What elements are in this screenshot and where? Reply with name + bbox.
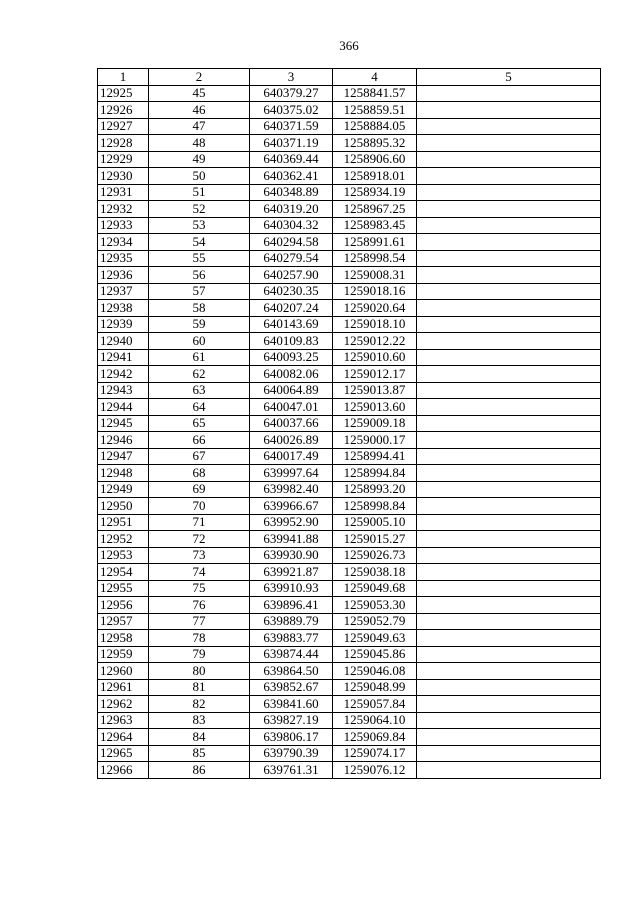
table-cell-col-2: 53 [149, 217, 250, 234]
table-cell-col-1: 12951 [98, 514, 149, 531]
table-cell-col-3: 639827.19 [250, 712, 333, 729]
table-cell-col-1: 12965 [98, 745, 149, 762]
column-header-5: 5 [417, 69, 601, 86]
table-cell-col-5 [417, 250, 601, 267]
table-cell-col-1: 12932 [98, 201, 149, 218]
table-cell-col-4: 1259000.17 [333, 432, 417, 449]
table-cell-col-4: 1258998.54 [333, 250, 417, 267]
table-cell-col-4: 1259013.87 [333, 382, 417, 399]
table-cell-col-4: 1259052.79 [333, 613, 417, 630]
table-cell-col-2: 70 [149, 498, 250, 515]
table-cell-col-5 [417, 217, 601, 234]
table-cell-col-2: 63 [149, 382, 250, 399]
table-cell-col-2: 71 [149, 514, 250, 531]
table-cell-col-1: 12946 [98, 432, 149, 449]
column-header-2: 2 [149, 69, 250, 86]
table-cell-col-5 [417, 300, 601, 317]
table-cell-col-2: 57 [149, 283, 250, 300]
table-cell-col-3: 640348.89 [250, 184, 333, 201]
table-cell-col-1: 12927 [98, 118, 149, 135]
table-cell-col-3: 639852.67 [250, 679, 333, 696]
table-cell-col-3: 640375.02 [250, 102, 333, 119]
table-cell-col-4: 1258934.19 [333, 184, 417, 201]
page-number: 366 [339, 38, 359, 53]
table-row [98, 349, 601, 366]
table-cell-col-3: 640082.06 [250, 366, 333, 383]
table-row [98, 531, 601, 548]
table-cell-col-3: 639864.50 [250, 663, 333, 680]
table-row [98, 481, 601, 498]
table-cell-col-3: 639910.93 [250, 580, 333, 597]
table-cell-col-4: 1259010.60 [333, 349, 417, 366]
table-cell-col-2: 83 [149, 712, 250, 729]
table-cell-col-3: 640143.69 [250, 316, 333, 333]
table-cell-col-4: 1258859.51 [333, 102, 417, 119]
table-cell-col-3: 639896.41 [250, 597, 333, 614]
table-cell-col-3: 640369.44 [250, 151, 333, 168]
table-cell-col-4: 1259020.64 [333, 300, 417, 317]
table-row [98, 745, 601, 762]
table-cell-col-1: 12929 [98, 151, 149, 168]
table-row [98, 168, 601, 185]
table-cell-col-1: 12948 [98, 465, 149, 482]
table-row [98, 283, 601, 300]
table-cell-col-2: 48 [149, 135, 250, 152]
table-cell-col-5 [417, 201, 601, 218]
table-cell-col-5 [417, 547, 601, 564]
table-row [98, 630, 601, 647]
table-cell-col-3: 640257.90 [250, 267, 333, 284]
table-cell-col-4: 1258994.84 [333, 465, 417, 482]
table-cell-col-4: 1258918.01 [333, 168, 417, 185]
table-cell-col-2: 74 [149, 564, 250, 581]
table-cell-col-4: 1259076.12 [333, 762, 417, 779]
table-cell-col-3: 639874.44 [250, 646, 333, 663]
table-row [98, 366, 601, 383]
table-row [98, 382, 601, 399]
table-cell-col-5 [417, 267, 601, 284]
table-cell-col-5 [417, 415, 601, 432]
table-cell-col-1: 12958 [98, 630, 149, 647]
table-cell-col-1: 12961 [98, 679, 149, 696]
table-cell-col-2: 79 [149, 646, 250, 663]
table-row [98, 597, 601, 614]
table-cell-col-5 [417, 432, 601, 449]
table-cell-col-3: 640093.25 [250, 349, 333, 366]
table-cell-col-5 [417, 663, 601, 680]
table-cell-col-1: 12950 [98, 498, 149, 515]
table-row [98, 333, 601, 350]
table-cell-col-1: 12944 [98, 399, 149, 416]
table-cell-col-4: 1259064.10 [333, 712, 417, 729]
table-cell-col-1: 12949 [98, 481, 149, 498]
table-cell-col-1: 12928 [98, 135, 149, 152]
table-row [98, 564, 601, 581]
table-cell-col-2: 54 [149, 234, 250, 251]
table-row [98, 267, 601, 284]
table-cell-col-3: 639952.90 [250, 514, 333, 531]
table-cell-col-3: 640047.01 [250, 399, 333, 416]
table-cell-col-4: 1258906.60 [333, 151, 417, 168]
table-cell-col-1: 12964 [98, 729, 149, 746]
table-row [98, 696, 601, 713]
table-cell-col-1: 12936 [98, 267, 149, 284]
table-cell-col-1: 12947 [98, 448, 149, 465]
table-row [98, 465, 601, 482]
table-cell-col-1: 12945 [98, 415, 149, 432]
table-cell-col-2: 60 [149, 333, 250, 350]
table-cell-col-2: 58 [149, 300, 250, 317]
table-cell-col-5 [417, 184, 601, 201]
table-cell-col-3: 639889.79 [250, 613, 333, 630]
table-cell-col-2: 84 [149, 729, 250, 746]
table-cell-col-1: 12952 [98, 531, 149, 548]
table-row [98, 151, 601, 168]
table-cell-col-3: 639921.87 [250, 564, 333, 581]
table-cell-col-1: 12941 [98, 349, 149, 366]
table-cell-col-1: 12942 [98, 366, 149, 383]
table-cell-col-5 [417, 118, 601, 135]
table-cell-col-3: 639806.17 [250, 729, 333, 746]
table-cell-col-3: 640371.59 [250, 118, 333, 135]
table-cell-col-5 [417, 613, 601, 630]
table-cell-col-1: 12926 [98, 102, 149, 119]
table-cell-col-5 [417, 745, 601, 762]
table-cell-col-1: 12934 [98, 234, 149, 251]
table-cell-col-5 [417, 580, 601, 597]
table-body [98, 85, 601, 778]
table-cell-col-2: 65 [149, 415, 250, 432]
table-cell-col-2: 62 [149, 366, 250, 383]
table-cell-col-2: 49 [149, 151, 250, 168]
table-cell-col-2: 78 [149, 630, 250, 647]
table-cell-col-4: 1259049.63 [333, 630, 417, 647]
table-cell-col-1: 12957 [98, 613, 149, 630]
table-cell-col-3: 639841.60 [250, 696, 333, 713]
table-cell-col-4: 1259074.17 [333, 745, 417, 762]
table-cell-col-3: 640037.66 [250, 415, 333, 432]
table-cell-col-4: 1258991.61 [333, 234, 417, 251]
table-cell-col-2: 55 [149, 250, 250, 267]
table-row [98, 184, 601, 201]
table-cell-col-2: 81 [149, 679, 250, 696]
table-cell-col-2: 61 [149, 349, 250, 366]
table-cell-col-2: 66 [149, 432, 250, 449]
table-cell-col-2: 47 [149, 118, 250, 135]
table-row [98, 399, 601, 416]
table-cell-col-4: 1258895.32 [333, 135, 417, 152]
table-row [98, 580, 601, 597]
table-cell-col-2: 45 [149, 85, 250, 102]
table-cell-col-4: 1259053.30 [333, 597, 417, 614]
table-cell-col-5 [417, 366, 601, 383]
table-cell-col-5 [417, 679, 601, 696]
table-cell-col-4: 1258967.25 [333, 201, 417, 218]
table-header-row [98, 69, 601, 86]
table-cell-col-1: 12953 [98, 547, 149, 564]
table-cell-col-2: 50 [149, 168, 250, 185]
table-cell-col-5 [417, 448, 601, 465]
table-cell-col-5 [417, 135, 601, 152]
table-cell-col-5 [417, 283, 601, 300]
table-cell-col-4: 1259038.18 [333, 564, 417, 581]
table-cell-col-4: 1259008.31 [333, 267, 417, 284]
table-row [98, 547, 601, 564]
table-cell-col-4: 1259046.08 [333, 663, 417, 680]
table-cell-col-2: 82 [149, 696, 250, 713]
table-cell-col-3: 640207.24 [250, 300, 333, 317]
table-cell-col-3: 639790.39 [250, 745, 333, 762]
table-cell-col-1: 12938 [98, 300, 149, 317]
table-cell-col-5 [417, 85, 601, 102]
table-cell-col-2: 80 [149, 663, 250, 680]
table-cell-col-2: 77 [149, 613, 250, 630]
table-cell-col-2: 67 [149, 448, 250, 465]
coordinates-table [97, 68, 601, 779]
table-cell-col-3: 640304.32 [250, 217, 333, 234]
table-cell-col-1: 12937 [98, 283, 149, 300]
table-row [98, 102, 601, 119]
table-cell-col-3: 640371.19 [250, 135, 333, 152]
table-cell-col-3: 640362.41 [250, 168, 333, 185]
table-row [98, 663, 601, 680]
table-cell-col-4: 1259069.84 [333, 729, 417, 746]
table-row [98, 415, 601, 432]
table-cell-col-2: 85 [149, 745, 250, 762]
table-cell-col-3: 640230.35 [250, 283, 333, 300]
table-row [98, 234, 601, 251]
table-cell-col-2: 46 [149, 102, 250, 119]
table-cell-col-1: 12960 [98, 663, 149, 680]
table-cell-col-4: 1259009.18 [333, 415, 417, 432]
table-cell-col-4: 1259013.60 [333, 399, 417, 416]
table-cell-col-4: 1259005.10 [333, 514, 417, 531]
table-cell-col-2: 51 [149, 184, 250, 201]
table-row [98, 613, 601, 630]
table-cell-col-3: 640379.27 [250, 85, 333, 102]
table-cell-col-5 [417, 696, 601, 713]
table-cell-col-5 [417, 382, 601, 399]
table-cell-col-4: 1259048.99 [333, 679, 417, 696]
table-cell-col-3: 640109.83 [250, 333, 333, 350]
table-cell-col-2: 75 [149, 580, 250, 597]
table-cell-col-3: 640294.58 [250, 234, 333, 251]
table-cell-col-1: 12940 [98, 333, 149, 350]
table-row [98, 250, 601, 267]
table-cell-col-4: 1258998.84 [333, 498, 417, 515]
table-cell-col-3: 639883.77 [250, 630, 333, 647]
table-cell-col-5 [417, 168, 601, 185]
table-cell-col-5 [417, 630, 601, 647]
table-cell-col-4: 1259012.17 [333, 366, 417, 383]
table-cell-col-5 [417, 333, 601, 350]
table-row [98, 118, 601, 135]
table-cell-col-1: 12933 [98, 217, 149, 234]
table-cell-col-1: 12959 [98, 646, 149, 663]
table-row [98, 135, 601, 152]
table-cell-col-5 [417, 498, 601, 515]
table-cell-col-3: 640064.89 [250, 382, 333, 399]
table-cell-col-1: 12935 [98, 250, 149, 267]
table-cell-col-3: 639941.88 [250, 531, 333, 548]
table-cell-col-1: 12943 [98, 382, 149, 399]
table-row [98, 217, 601, 234]
table-cell-col-3: 639930.90 [250, 547, 333, 564]
table-cell-col-5 [417, 399, 601, 416]
table-cell-col-1: 12930 [98, 168, 149, 185]
table-row [98, 448, 601, 465]
table-cell-col-1: 12966 [98, 762, 149, 779]
table-cell-col-4: 1258884.05 [333, 118, 417, 135]
table-cell-col-1: 12954 [98, 564, 149, 581]
table-cell-col-2: 52 [149, 201, 250, 218]
table-cell-col-5 [417, 465, 601, 482]
table-cell-col-5 [417, 646, 601, 663]
table-cell-col-1: 12925 [98, 85, 149, 102]
table-cell-col-3: 639966.67 [250, 498, 333, 515]
column-header-1: 1 [98, 69, 149, 86]
table-cell-col-3: 639761.31 [250, 762, 333, 779]
table-cell-col-5 [417, 151, 601, 168]
table-cell-col-2: 68 [149, 465, 250, 482]
table-cell-col-5 [417, 514, 601, 531]
table-row [98, 679, 601, 696]
table-cell-col-3: 640026.89 [250, 432, 333, 449]
table-cell-col-1: 12939 [98, 316, 149, 333]
table-cell-col-4: 1259018.10 [333, 316, 417, 333]
table-cell-col-2: 72 [149, 531, 250, 548]
table-cell-col-4: 1259057.84 [333, 696, 417, 713]
table-row [98, 646, 601, 663]
table-row [98, 498, 601, 515]
table-cell-col-1: 12963 [98, 712, 149, 729]
table-cell-col-5 [417, 349, 601, 366]
table-cell-col-2: 86 [149, 762, 250, 779]
table-row [98, 712, 601, 729]
column-header-3: 3 [250, 69, 333, 86]
table-cell-col-3: 640017.49 [250, 448, 333, 465]
table-cell-col-4: 1258841.57 [333, 85, 417, 102]
table-cell-col-2: 64 [149, 399, 250, 416]
table-cell-col-2: 69 [149, 481, 250, 498]
table-row [98, 729, 601, 746]
table-row [98, 300, 601, 317]
table-cell-col-1: 12955 [98, 580, 149, 597]
table-row [98, 432, 601, 449]
table-cell-col-4: 1258983.45 [333, 217, 417, 234]
table-row [98, 762, 601, 779]
table-cell-col-4: 1259015.27 [333, 531, 417, 548]
table-cell-col-3: 640279.54 [250, 250, 333, 267]
table-cell-col-1: 12931 [98, 184, 149, 201]
table-cell-col-5 [417, 597, 601, 614]
table-row [98, 514, 601, 531]
table-cell-col-5 [417, 234, 601, 251]
table-cell-col-4: 1259012.22 [333, 333, 417, 350]
table-cell-col-4: 1259045.86 [333, 646, 417, 663]
table-cell-col-5 [417, 102, 601, 119]
table-row [98, 85, 601, 102]
table-cell-col-4: 1259049.68 [333, 580, 417, 597]
table-cell-col-5 [417, 316, 601, 333]
table-cell-col-2: 59 [149, 316, 250, 333]
table-cell-col-4: 1259026.73 [333, 547, 417, 564]
table-cell-col-5 [417, 712, 601, 729]
table-cell-col-5 [417, 564, 601, 581]
table-cell-col-4: 1258993.20 [333, 481, 417, 498]
table-cell-col-1: 12956 [98, 597, 149, 614]
table-cell-col-5 [417, 531, 601, 548]
table-cell-col-3: 639997.64 [250, 465, 333, 482]
table-cell-col-5 [417, 729, 601, 746]
column-header-4: 4 [333, 69, 417, 86]
table-cell-col-3: 639982.40 [250, 481, 333, 498]
table-cell-col-2: 73 [149, 547, 250, 564]
table-cell-col-5 [417, 481, 601, 498]
table-row [98, 201, 601, 218]
table-cell-col-4: 1259018.16 [333, 283, 417, 300]
table-cell-col-4: 1258994.41 [333, 448, 417, 465]
table-row [98, 316, 601, 333]
table-cell-col-5 [417, 762, 601, 779]
table-cell-col-3: 640319.20 [250, 201, 333, 218]
table-cell-col-2: 56 [149, 267, 250, 284]
table-cell-col-1: 12962 [98, 696, 149, 713]
table-cell-col-2: 76 [149, 597, 250, 614]
